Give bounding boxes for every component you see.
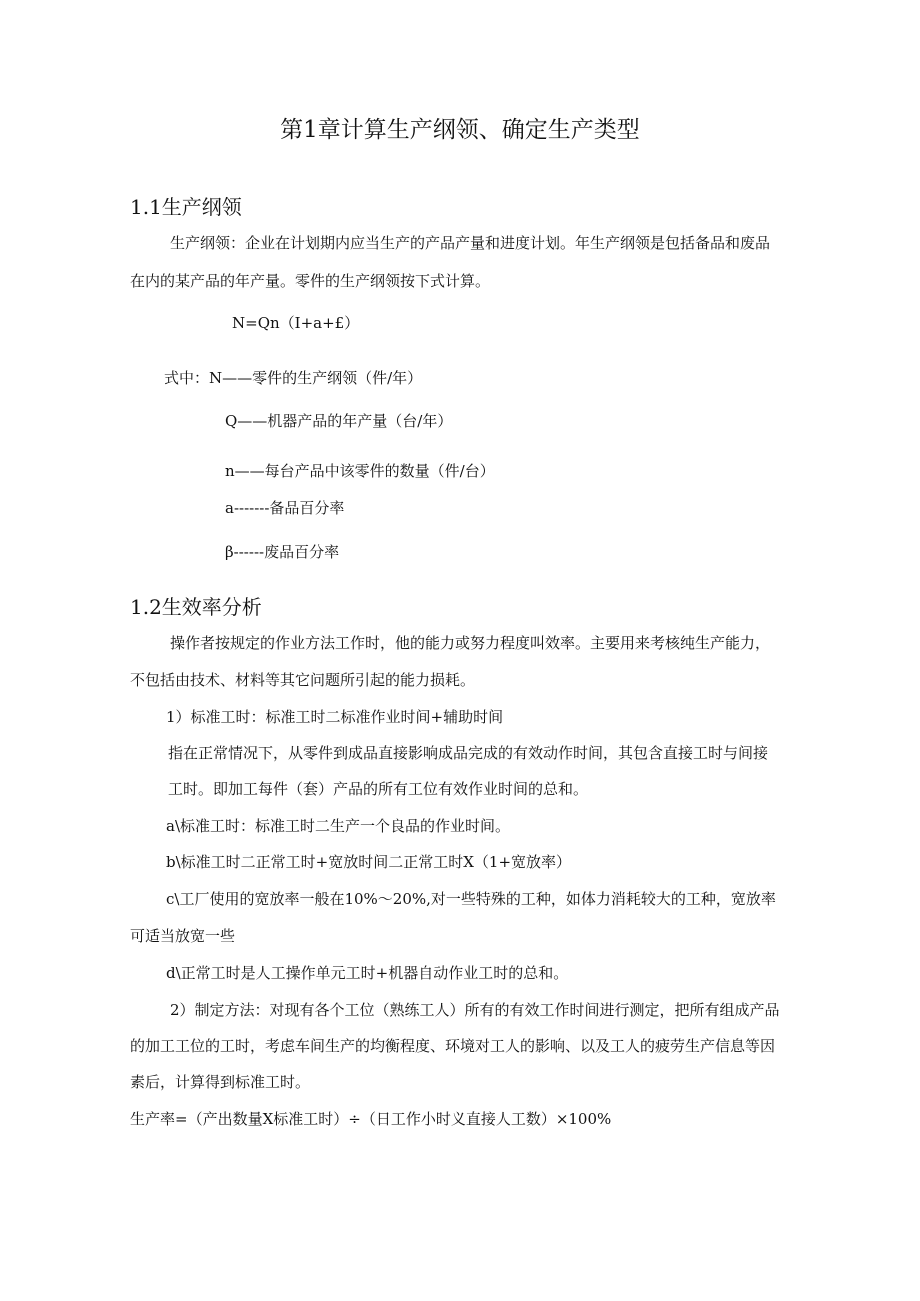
paragraph-line: 工时。即加工每件（套）产品的所有工位有效作业时间的总和。: [168, 780, 589, 798]
paragraph-line: 的加工工位的工时，考虑车间生产的均衡程度、环境对工人的影响、以及工人的疲劳生产信息等因: [130, 1037, 776, 1055]
paragraph-line: 指在正常情况下，从零件到成品直接影响成品完成的有效动作时间，其包含直接工时与间接: [168, 744, 769, 762]
productivity-formula: 生产率=（产出数量X标准工时）÷（日工作小时义直接人工数）×100%: [130, 1110, 612, 1128]
definition-line: a-------备品百分率: [225, 499, 345, 517]
list-item: b\标准工时二正常工时+宽放时间二正常工时X（1+宽放率）: [166, 853, 572, 871]
list-item: d\正常工时是人工操作单元工时+机器自动作业工时的总和。: [166, 964, 569, 982]
list-item: 2）制定方法：对现有各个工位（熟练工人）所有的有效工作时间进行测定，把所有组成产品: [170, 1001, 780, 1019]
page-title: 第1章计算生产纲领、确定生产类型: [280, 117, 640, 143]
paragraph-line: 不包括由技术、材料等其它问题所引起的能力损耗。: [130, 671, 476, 689]
list-item: a\标准工时：标准工时二生产一个良品的作业时间。: [166, 817, 510, 835]
list-item: 1）标准工时：标准工时二标准作业时间+辅助时间: [166, 708, 504, 726]
definition-line: 式中：N——零件的生产纲领（件/年）: [164, 369, 423, 387]
list-item: c\工厂使用的宽放率一般在10%～20%,对一些特殊的工种，如体力消耗较大的工种，宽放率: [166, 890, 776, 908]
definition-line: n——每台产品中该零件的数量（件/台）: [225, 462, 495, 480]
definition-line: β------废品百分率: [225, 543, 340, 561]
paragraph-line: 在内的某产品的年产量。零件的生产纲领按下式计算。: [130, 272, 491, 290]
paragraph-line: 素后，计算得到标准工时。: [130, 1073, 311, 1091]
section-heading-1-2: 1.2生效率分析: [130, 595, 262, 619]
definition-line: Q——机器产品的年产量（台/年）: [225, 412, 453, 430]
section-heading-1-1: 1.1生产纲领: [130, 195, 242, 219]
paragraph-line: 生产纲领：企业在计划期内应当生产的产品产量和进度计划。年生产纲领是包括备品和废品: [170, 234, 771, 252]
formula: N=Qn（I+a+£）: [232, 314, 360, 332]
paragraph-line: 可适当放宽一些: [130, 927, 236, 945]
paragraph-line: 操作者按规定的作业方法工作时，他的能力或努力程度叫效率。主要用来考核纯生产能力，: [170, 634, 771, 652]
